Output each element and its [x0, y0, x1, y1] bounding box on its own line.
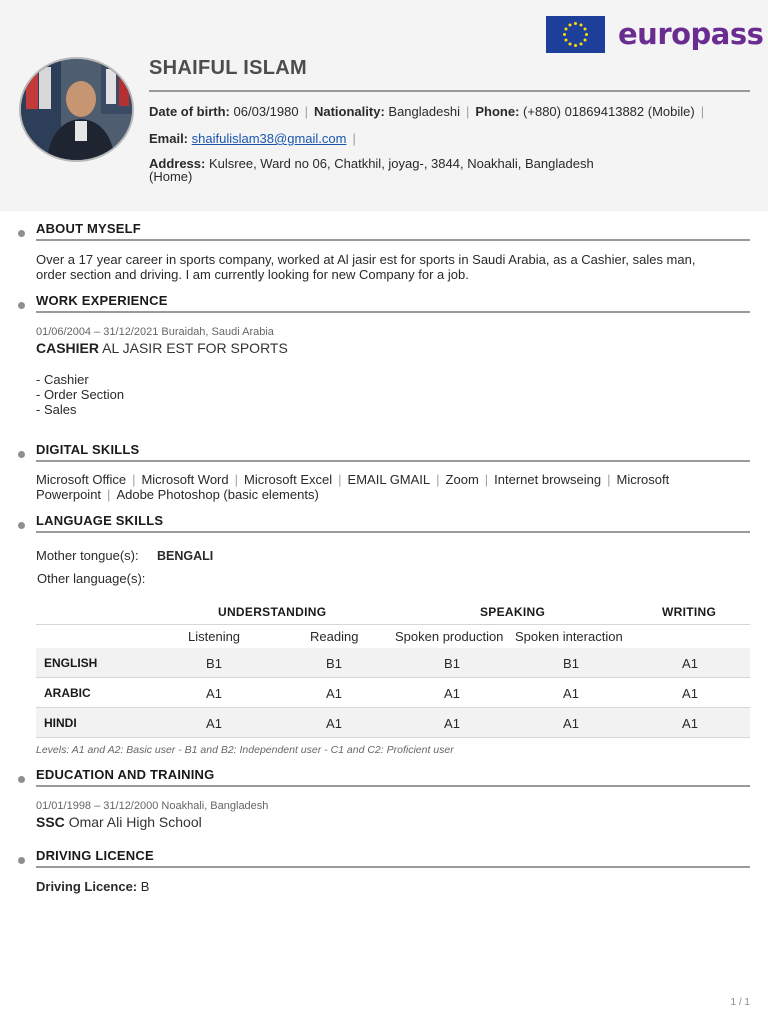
section-bullet — [18, 776, 25, 783]
separator: | — [700, 104, 705, 119]
table-divider — [36, 737, 750, 738]
section-bullet — [18, 857, 25, 864]
about-section-title: ABOUT MYSELF — [36, 221, 141, 236]
education-entry — [36, 814, 202, 830]
about-text-line: Over a 17 year career in sports company, worked at Al jasir est for sports in Saudi Arabia, as a Cashier, sales man, — [36, 252, 696, 267]
writing-header: WRITING — [662, 605, 717, 619]
spoken-production-level: B1 — [444, 656, 460, 671]
section-divider — [36, 866, 750, 868]
digital-skills-line — [36, 473, 669, 488]
section-bullet — [18, 230, 25, 237]
listening-level: A1 — [206, 716, 222, 731]
cefr-legend: Levels: A1 and A2: Basic user - B1 and B2: Independent user - C1 and C2: Proficient user — [36, 744, 454, 756]
section-divider — [36, 785, 750, 787]
separator: | — [607, 472, 611, 487]
digital-section-title: DIGITAL SKILLS — [36, 442, 140, 457]
address-value: Kulsree, Ward no 06, Chatkhil, joyag-, 3844, Noakhali, Bangladesh — [208, 156, 594, 171]
eu-star-icon — [564, 39, 567, 42]
section-bullet — [18, 451, 25, 458]
eu-star-icon — [580, 23, 583, 26]
eu-star-icon — [584, 39, 587, 42]
driving-section-title: DRIVING LICENCE — [36, 848, 154, 863]
language-row — [36, 648, 750, 677]
separator: | — [465, 104, 470, 119]
separator: | — [234, 472, 239, 487]
personal-info-row — [149, 104, 710, 119]
driving-licence-label: Driving Licence: — [36, 879, 138, 894]
employer-name: AL JASIR EST FOR SPORTS — [102, 340, 288, 356]
duty-item: - Order Section — [36, 387, 125, 402]
table-divider — [36, 624, 750, 625]
reading-level: A1 — [326, 686, 342, 701]
address-row — [149, 157, 594, 183]
duty-item: - Sales — [36, 402, 77, 417]
separator: | — [132, 472, 136, 487]
section-divider — [36, 239, 750, 241]
work-role — [36, 340, 288, 356]
email-label: Email: — [149, 131, 189, 146]
europass-logo — [546, 16, 764, 54]
separator: | — [107, 487, 111, 502]
skill-item: Microsoft Office — [36, 472, 127, 487]
skill-item: EMAIL GMAIL — [347, 472, 431, 487]
reading-header: Reading — [310, 629, 359, 644]
section-bullet — [18, 302, 25, 309]
mother-tongue-label: Mother tongue(s): — [36, 548, 139, 563]
candidate-name: SHAIFUL ISLAM — [149, 57, 307, 79]
work-section-title: WORK EXPERIENCE — [36, 293, 168, 308]
separator: | — [352, 131, 356, 146]
eu-star-icon — [569, 43, 572, 46]
writing-level: A1 — [682, 656, 698, 671]
listening-header: Listening — [188, 629, 241, 644]
eu-star-icon — [574, 44, 577, 47]
skill-item: Microsoft Word — [141, 472, 229, 487]
eu-star-icon — [584, 28, 587, 31]
education-period: 01/01/1998 – 31/12/2000 Noakhali, Bangladesh — [36, 800, 269, 812]
section-divider — [36, 531, 750, 533]
spoken-production-level: A1 — [444, 716, 460, 731]
eu-star-icon — [569, 23, 572, 26]
work-period: 01/06/2004 – 31/12/2021 Buraidah, Saudi Arabia — [36, 326, 274, 338]
language-name: ARABIC — [44, 686, 91, 700]
language-section-title: LANGUAGE SKILLS — [36, 513, 164, 528]
dob-label: Date of birth: — [149, 104, 230, 119]
nationality-value: Bangladeshi — [388, 104, 460, 119]
name-divider — [149, 90, 750, 92]
eu-star-icon — [585, 33, 588, 36]
eu-flag-icon — [546, 16, 605, 53]
listening-level: B1 — [206, 656, 222, 671]
email-link[interactable]: shaifulislam38@gmail.com — [191, 131, 347, 146]
reading-level: B1 — [326, 656, 342, 671]
speaking-header: SPEAKING — [480, 605, 546, 619]
duty-item: - Cashier — [36, 372, 89, 387]
cv-header — [0, 0, 768, 211]
skill-item: Internet browseing — [494, 472, 602, 487]
about-text-line: order section and driving. I am currently looking for new Company for a job. — [36, 267, 469, 282]
language-name: ENGLISH — [44, 656, 98, 670]
address-type: (Home) — [149, 169, 193, 184]
language-name: HINDI — [44, 716, 77, 730]
spoken-interaction-level: A1 — [563, 716, 579, 731]
digital-skills-line — [36, 488, 319, 503]
driving-licence-row — [36, 880, 149, 895]
eu-star-icon — [580, 43, 583, 46]
eu-star-icon — [563, 33, 566, 36]
profile-photo-image — [21, 59, 134, 162]
phone-label: Phone: — [475, 104, 520, 119]
section-divider — [36, 311, 750, 313]
spoken-production-level: A1 — [444, 686, 460, 701]
nationality-label: Nationality: — [313, 104, 385, 119]
eu-star-icon — [564, 28, 567, 31]
education-section-title: EDUCATION AND TRAINING — [36, 767, 215, 782]
writing-level: A1 — [682, 716, 698, 731]
school-name: Omar Ali High School — [68, 814, 202, 830]
spoken-production-header: Spoken production — [395, 629, 504, 644]
spoken-interaction-level: A1 — [563, 686, 579, 701]
section-bullet — [18, 522, 25, 529]
separator: | — [304, 104, 308, 119]
understanding-header: UNDERSTANDING — [218, 605, 327, 619]
page-number: 1 / 1 — [730, 997, 750, 1008]
mother-tongue-value: BENGALI — [157, 549, 214, 563]
phone-value: (+880) 01869413882 (Mobile) — [523, 104, 695, 119]
language-row — [36, 678, 750, 707]
skill-item: Microsoft — [616, 472, 670, 487]
europass-wordmark: europass — [618, 17, 764, 51]
writing-level: A1 — [682, 686, 698, 701]
email-row — [149, 131, 362, 146]
job-title: CASHIER — [36, 340, 100, 356]
skill-item: Zoom — [445, 472, 479, 487]
driving-licence-value: B — [140, 879, 150, 894]
eu-star-icon — [574, 22, 577, 25]
other-languages-label: Other language(s): — [37, 571, 146, 586]
language-row — [36, 708, 750, 737]
skill-item: Microsoft Excel — [244, 472, 333, 487]
separator: | — [338, 472, 342, 487]
section-divider — [36, 460, 750, 462]
skill-item: Adobe Photoshop (basic elements) — [116, 487, 319, 502]
profile-photo — [19, 57, 134, 162]
skill-item: Powerpoint — [36, 487, 102, 502]
address-label: Address: — [149, 156, 206, 171]
spoken-interaction-level: B1 — [563, 656, 579, 671]
separator: | — [436, 472, 440, 487]
qualification: SSC — [36, 814, 65, 830]
separator: | — [484, 472, 489, 487]
reading-level: A1 — [326, 716, 342, 731]
spoken-interaction-header: Spoken interaction — [515, 629, 623, 644]
listening-level: A1 — [206, 686, 222, 701]
dob-value: 06/03/1980 — [233, 104, 299, 119]
